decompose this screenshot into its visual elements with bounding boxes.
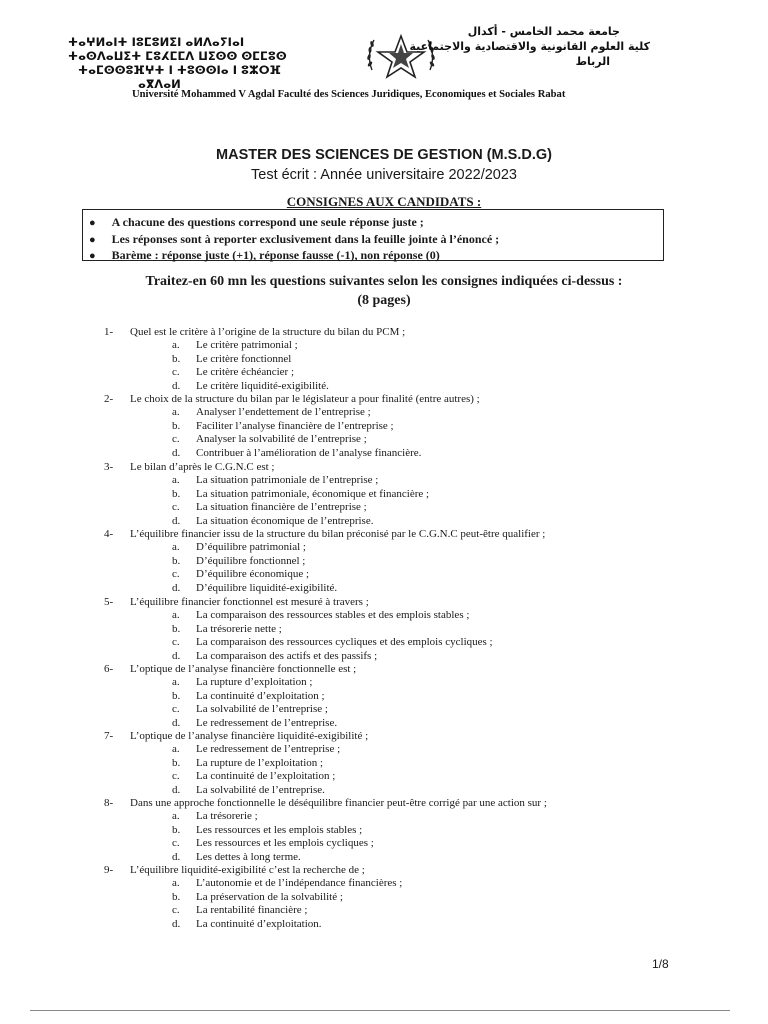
option-text: Les dettes à long terme. — [196, 850, 301, 863]
arabic-line-2: كلية العلوم القانونية والاقتصادية والاجتماعية — [409, 40, 650, 53]
instructions-line-1: Traitez-en 60 mn les questions suivantes selon les consignes indiquées ci-dessus : — [145, 274, 623, 289]
option-text: Analyser la solvabilité de l’entreprise ; — [196, 433, 367, 446]
option-text: L’autonomie et de l’indépendance financières ; — [196, 877, 403, 890]
option-letter: a. — [172, 810, 180, 823]
option-letter: d. — [172, 917, 181, 930]
question-text: Le choix de la structure du bilan par le législateur a pour finalité (entre autres) ; — [130, 393, 480, 405]
option-text: La trésorerie ; — [196, 810, 258, 823]
question-number: 4- — [104, 528, 114, 540]
option-letter: b. — [172, 487, 181, 500]
option-letter: d. — [172, 446, 181, 459]
tifinagh-line-1: ⵜⴰⵖⵍⴰⵏⵜ ⵏⵓⵎⵓⵍⵉⵏ ⴰⵍⴷⴰⵢⵏⴰⵏ — [68, 35, 245, 49]
option-letter: a. — [172, 877, 180, 890]
option-letter: a. — [172, 676, 180, 689]
option-letter: d. — [172, 649, 181, 662]
option-letter: c. — [172, 837, 180, 850]
option-letter: b. — [172, 352, 181, 365]
question-text: Quel est le critère à l’origine de la structure du bilan du PCM ; — [130, 326, 406, 338]
option-text: Le critère liquidité-exigibilité. — [196, 379, 329, 392]
exam-title: MASTER DES SCIENCES DE GESTION (M.S.D.G) — [216, 147, 552, 163]
option-text: Faciliter l’analyse financière de l’entreprise ; — [196, 419, 394, 432]
option-text: La situation patrimoniale de l’entreprise ; — [196, 474, 379, 487]
option-letter: d. — [172, 581, 181, 594]
option-text: Le critère fonctionnel — [196, 352, 292, 365]
option-text: Le critère échéancier ; — [196, 366, 295, 379]
option-letter: b. — [172, 890, 181, 903]
option-text: La comparaison des actifs et des passifs ; — [196, 649, 378, 662]
option-text: La situation économique de l’entreprise. — [196, 514, 374, 527]
question-number: 6- — [104, 663, 114, 675]
option-text: La trésorerie nette ; — [196, 622, 282, 635]
page-number: 1/8 — [652, 957, 669, 971]
option-text: La solvabilité de l’entreprise. — [196, 783, 325, 796]
option-letter: d. — [172, 783, 181, 796]
option-text: La continuité de l’exploitation ; — [196, 770, 336, 783]
option-text: Les ressources et les emplois cycliques ; — [196, 837, 374, 850]
tifinagh-line-3: ⵜⴰⵎⵙⵙⵓⴼⵖⵜ ⵏ ⵜⵓⵙⵙⵏⴰ ⵏ ⵓⵣⵔⴼ — [78, 63, 281, 77]
question-text: Le bilan d’après le C.G.N.C est ; — [130, 461, 275, 473]
question-number: 8- — [104, 797, 114, 809]
option-text: La rupture d’exploitation ; — [196, 676, 313, 689]
question-number: 7- — [104, 730, 114, 742]
option-text: D’équilibre patrimonial ; — [196, 541, 306, 554]
consignes-box — [82, 209, 664, 261]
arabic-line-1: جامعة محمد الخامس - أكدال — [467, 25, 620, 38]
question-text: L’optique de l’analyse financière fonctionnelle est ; — [130, 663, 357, 675]
exam-subtitle: Test écrit : Année universitaire 2022/2023 — [251, 167, 517, 183]
option-text: Le redressement de l’entreprise ; — [196, 743, 341, 756]
option-letter: c. — [172, 501, 180, 514]
option-letter: c. — [172, 366, 180, 379]
consignes-heading: CONSIGNES AUX CANDIDATS : — [286, 194, 482, 209]
instructions-line-2: (8 pages) — [357, 293, 411, 308]
option-letter: b. — [172, 622, 181, 635]
option-text: La comparaison des ressources stables et des emplois stables ; — [196, 609, 470, 622]
option-letter: c. — [172, 568, 180, 581]
option-text: La situation patrimoniale, économique et financière ; — [196, 487, 430, 500]
consignes-item-3: ● Barème : réponse juste (+1), réponse fausse (-1), non réponse (0) — [89, 248, 440, 262]
option-text: D’équilibre fonctionnel ; — [196, 554, 306, 567]
question-text: L’optique de l’analyse financière liquidité-exigibilité ; — [130, 730, 369, 742]
bottom-rule — [30, 1010, 730, 1011]
consignes-item-2: ● Les réponses sont à reporter exclusivement dans la feuille jointe à l’énoncé ; — [89, 232, 500, 246]
university-line: Université Mohammed V Agdal Faculté des Sciences Juridiques, Economiques et Sociales Rabat — [132, 89, 566, 100]
tifinagh-line-2: ⵜⴰⵙⴷⴰⵡⵉⵜ ⵎⵓⵃⵎⵎⴷ ⵡⵉⵙⵙ ⵙⵎⵎⵓⵙ — [68, 49, 287, 63]
option-text: La solvabilité de l’entreprise ; — [196, 703, 328, 716]
question-text: L’équilibre financier fonctionnel est mesuré à travers ; — [130, 596, 369, 608]
option-text: La rentabilité financière ; — [196, 904, 308, 917]
option-letter: a. — [172, 339, 180, 352]
option-text: Contribuer à l’amélioration de l’analyse financière. — [196, 446, 422, 459]
option-text: Le redressement de l’entreprise. — [196, 716, 338, 729]
option-letter: c. — [172, 433, 180, 446]
option-text: La situation financière de l’entreprise ; — [196, 501, 367, 514]
option-letter: c. — [172, 703, 180, 716]
bullet-icon: ● — [89, 217, 96, 229]
option-text: Les ressources et les emplois stables ; — [196, 823, 363, 836]
option-letter: a. — [172, 474, 180, 487]
option-text: D’équilibre liquidité-exigibilité. — [196, 581, 338, 594]
tifinagh-line-4: ⴰⴳⴷⴰⵍ — [138, 77, 181, 91]
question-number: 1- — [104, 326, 114, 338]
option-text: La comparaison des ressources cycliques et des emplois cycliques ; — [196, 636, 493, 649]
option-text: La rupture de l’exploitation ; — [196, 756, 324, 769]
arabic-header — [410, 24, 651, 69]
option-letter: a. — [172, 743, 180, 756]
option-letter: a. — [172, 541, 180, 554]
option-letter: b. — [172, 756, 181, 769]
question-text: L’équilibre liquidité-exigibilité c’est la recherche de ; — [130, 864, 365, 876]
option-letter: b. — [172, 554, 181, 567]
option-letter: d. — [172, 514, 181, 527]
consignes-item-1: ● A chacune des questions correspond une seule réponse juste ; — [89, 215, 424, 229]
option-letter: a. — [172, 609, 180, 622]
option-letter: d. — [172, 716, 181, 729]
option-letter: c. — [172, 636, 180, 649]
option-text: D’équilibre économique ; — [196, 568, 310, 581]
question-number: 2- — [104, 393, 114, 405]
option-letter: d. — [172, 850, 181, 863]
option-text: Le critère patrimonial ; — [196, 339, 298, 352]
tifinagh-header — [68, 35, 287, 91]
option-letter: d. — [172, 379, 181, 392]
option-text: La préservation de la solvabilité ; — [196, 890, 343, 903]
option-text: La continuité d’exploitation. — [196, 917, 322, 930]
question-number: 3- — [104, 461, 114, 473]
question-text: L’équilibre financier issu de la structure du bilan préconisé par le C.G.N.C peut-être qualifier ; — [130, 528, 546, 540]
option-letter: a. — [172, 406, 180, 419]
option-letter: b. — [172, 689, 181, 702]
bullet-icon: ● — [89, 250, 96, 262]
option-letter: b. — [172, 823, 181, 836]
question-number: 9- — [104, 864, 114, 876]
option-letter: b. — [172, 419, 181, 432]
option-letter: c. — [172, 770, 180, 783]
option-text: La continuité d’exploitation ; — [196, 689, 325, 702]
bullet-icon: ● — [89, 234, 96, 246]
option-text: Analyser l’endettement de l’entreprise ; — [196, 406, 371, 419]
option-letter: c. — [172, 904, 180, 917]
question-text: Dans une approche fonctionnelle le déséquilibre financier peut-être corrigé par une action sur ; — [130, 797, 547, 809]
arabic-line-3: الرباط — [575, 55, 610, 68]
question-number: 5- — [104, 596, 114, 608]
